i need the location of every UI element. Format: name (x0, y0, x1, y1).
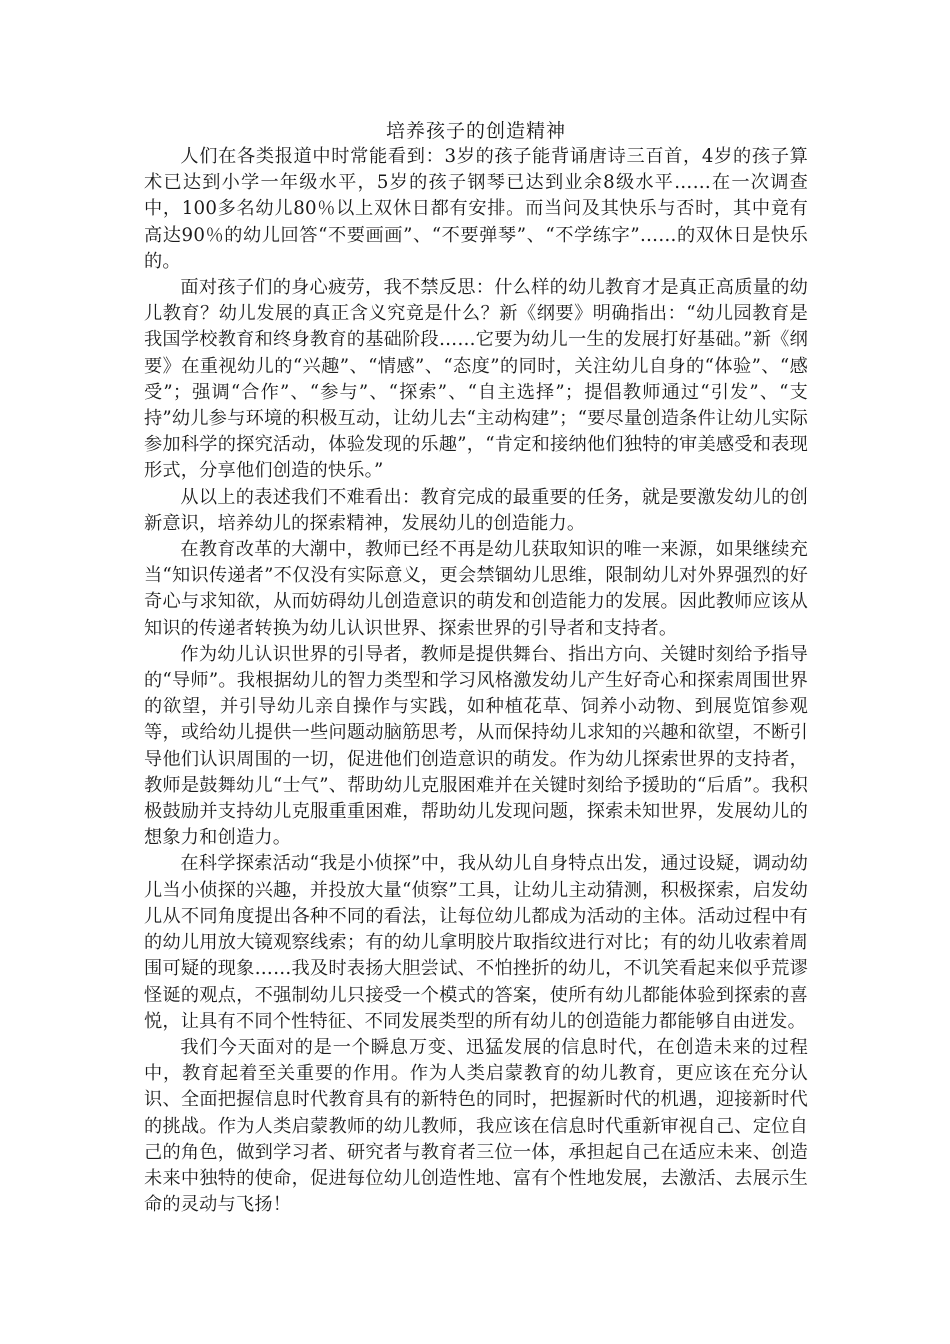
paragraph-1: 人们在各类报道中时常能看到：3岁的孩子能背诵唐诗三百首，4岁的孩子算术已达到小学一年级水平，5岁的孩子钢琴已达到业余8级水平……在一次调查中，100多名幼儿80％以上双休日都有安排。而当问及其快乐与否时，其中竟有高达90％的幼儿回答“不要画画”、“不要弹琴”、“不学练字”……的双休日是快乐的。 (144, 146, 808, 272)
paragraph-4: 在教育改革的大潮中，教师已经不再是幼儿获取知识的唯一来源，如果继续充当“知识传递者”不仅没有实际意义，更会禁锢幼儿思维，限制幼儿对外界强烈的好奇心与求知欲，从而妨碍幼儿创造意识的萌发和创造能力的发展。因此教师应该从知识的传递者转换为幼儿认识世界、探索世界的引导者和支持者。 (144, 539, 808, 639)
paragraph-3: 从以上的表述我们不难看出：教育完成的最重要的任务，就是要激发幼儿的创新意识，培养幼儿的探索精神，发展幼儿的创造能力。 (144, 486, 808, 534)
paragraph-7: 我们今天面对的是一个瞬息万变、迅猛发展的信息时代，在创造未来的过程中，教育起着至关重要的作用。作为人类启蒙教育的幼儿教育，更应该在充分认识、全面把握信息时代教育具有的新特色的同时，把握新时代的机遇，迎接新时代的挑战。作为人类启蒙教师的幼儿教师，我应该在信息时代重新审视自己、定位自己的角色，做到学习者、研究者与教育者三位一体，承担起自己在适应未来、创造未来中独特的使命，促进每位幼儿创造性地、富有个性地发展，去激活、去展示生命的灵动与飞扬！ (144, 1036, 808, 1216)
paragraph-5: 作为幼儿认识世界的引导者，教师是提供舞台、指出方向、关键时刻给予指导的“导师”。我根据幼儿的智力类型和学习风格激发幼儿产生好奇心和探索周围世界的欲望，并引导幼儿亲自操作与实践，如种植花草、饲养小动物、到展览馆参观等，或给幼儿提供一些问题动脑筋思考，从而保持幼儿求知的兴趣和欲望，不断引导他们认识周围的一切，促进他们创造意识的萌发。作为幼儿探索世界的支持者，教师是鼓舞幼儿“士气”、帮助幼儿克服困难并在关键时刻给予援助的“后盾”。我积极鼓励并支持幼儿克服重重困难，帮助幼儿发现问题，探索未知世界，发展幼儿的想象力和创造力。 (144, 643, 808, 849)
document-page (144, 118, 808, 1218)
paragraph-6: 在科学探索活动“我是小侦探”中，我从幼儿自身特点出发，通过设疑，调动幼儿当小侦探的兴趣，并投放大量“侦察”工具，让幼儿主动猜测，积极探索，启发幼儿从不同角度提出各种不同的看法，让每位幼儿都成为活动的主体。活动过程中有的幼儿用放大镜观察线索；有的幼儿拿明胶片取指纹进行对比；有的幼儿收索着周围可疑的现象……我及时表扬大胆尝试、不怕挫折的幼儿，不讥笑看起来似乎荒谬怪诞的观点，不强制幼儿只接受一个模式的答案，使所有幼儿都能体验到探索的喜悦，让具有不同个性特征、不同发展类型的所有幼儿的创造能力都能够自由迸发。 (144, 853, 808, 1032)
paragraph-2: 面对孩子们的身心疲劳，我不禁反思：什么样的幼儿教育才是真正高质量的幼儿教育？幼儿发展的真正含义究竟是什么？新《纲要》明确指出：“幼儿园教育是我国学校教育和终身教育的基础阶段……它要为幼儿一生的发展打好基础。”新《纲要》在重视幼儿的“兴趣”、“情感”、“态度”的同时，关注幼儿自身的“体验”、“感受”；强调“合作”、“参与”、“探索”、“自主选择”；提倡教师通过“引发”、“支持”幼儿参与环境的积极互动，让幼儿去“主动构建”；“要尽量创造条件让幼儿实际参加科学的探究活动，体验发现的乐趣”，“肯定和接纳他们独特的审美感受和表现形式，分享他们创造的快乐。” (144, 277, 808, 482)
document-title: 培养孩子的创造精神 (385, 120, 566, 142)
